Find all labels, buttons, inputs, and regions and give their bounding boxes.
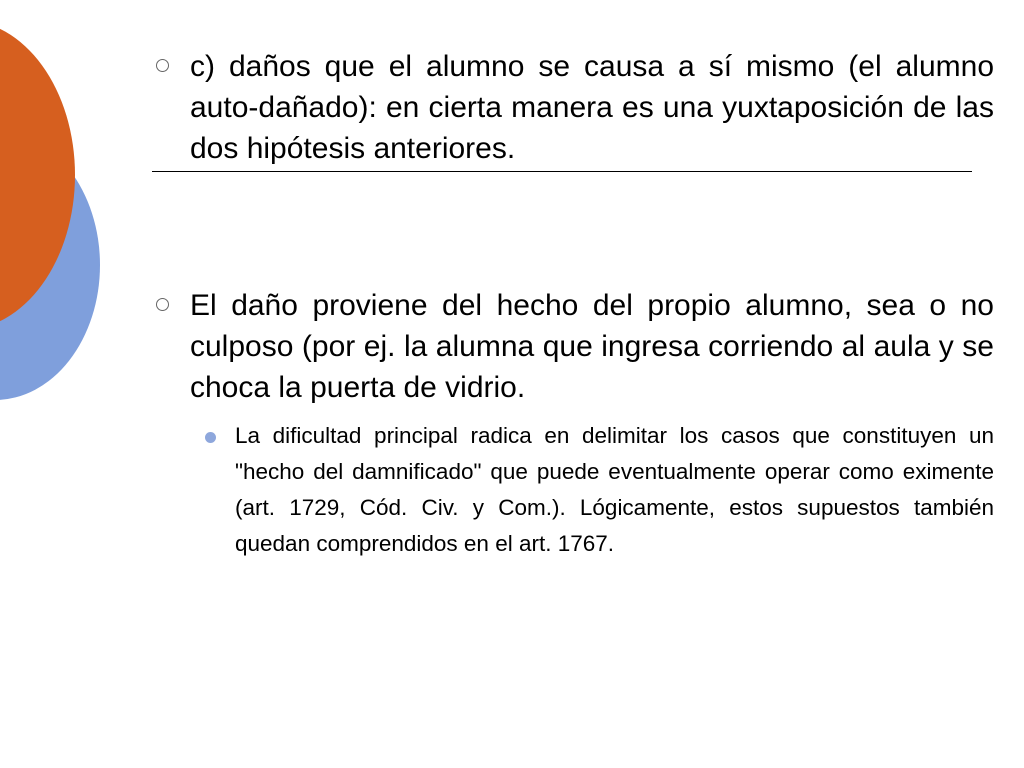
bullet-text: El daño proviene del hecho del propio alumno, sea o no culposo (por ej. la alumna que ingresa corriendo al aula y se choca la puerta de vidrio. — [190, 289, 994, 404]
sub-bullet-item — [235, 418, 994, 562]
horizontal-divider — [152, 171, 972, 172]
hollow-circle-bullet-icon — [156, 59, 169, 72]
sub-bullet-text: La dificultad principal radica en delimitar los casos que constituyen un "hecho del damnificado" que puede eventualmente operar como eximente (art. 1729, Cód. Civ. y Com.). Lógicamente, estos supuestos también quedan comprendidos en el art. 1767. — [235, 423, 994, 556]
bullet-item — [190, 46, 994, 169]
filled-dot-bullet-icon — [205, 432, 216, 443]
bullet-item — [190, 285, 994, 408]
hollow-circle-bullet-icon — [156, 298, 169, 311]
bullet-text: c) daños que el alumno se causa a sí mismo (el alumno auto-dañado): en cierta manera es una yuxtaposición de las dos hipótesis anteriores. — [190, 50, 994, 165]
